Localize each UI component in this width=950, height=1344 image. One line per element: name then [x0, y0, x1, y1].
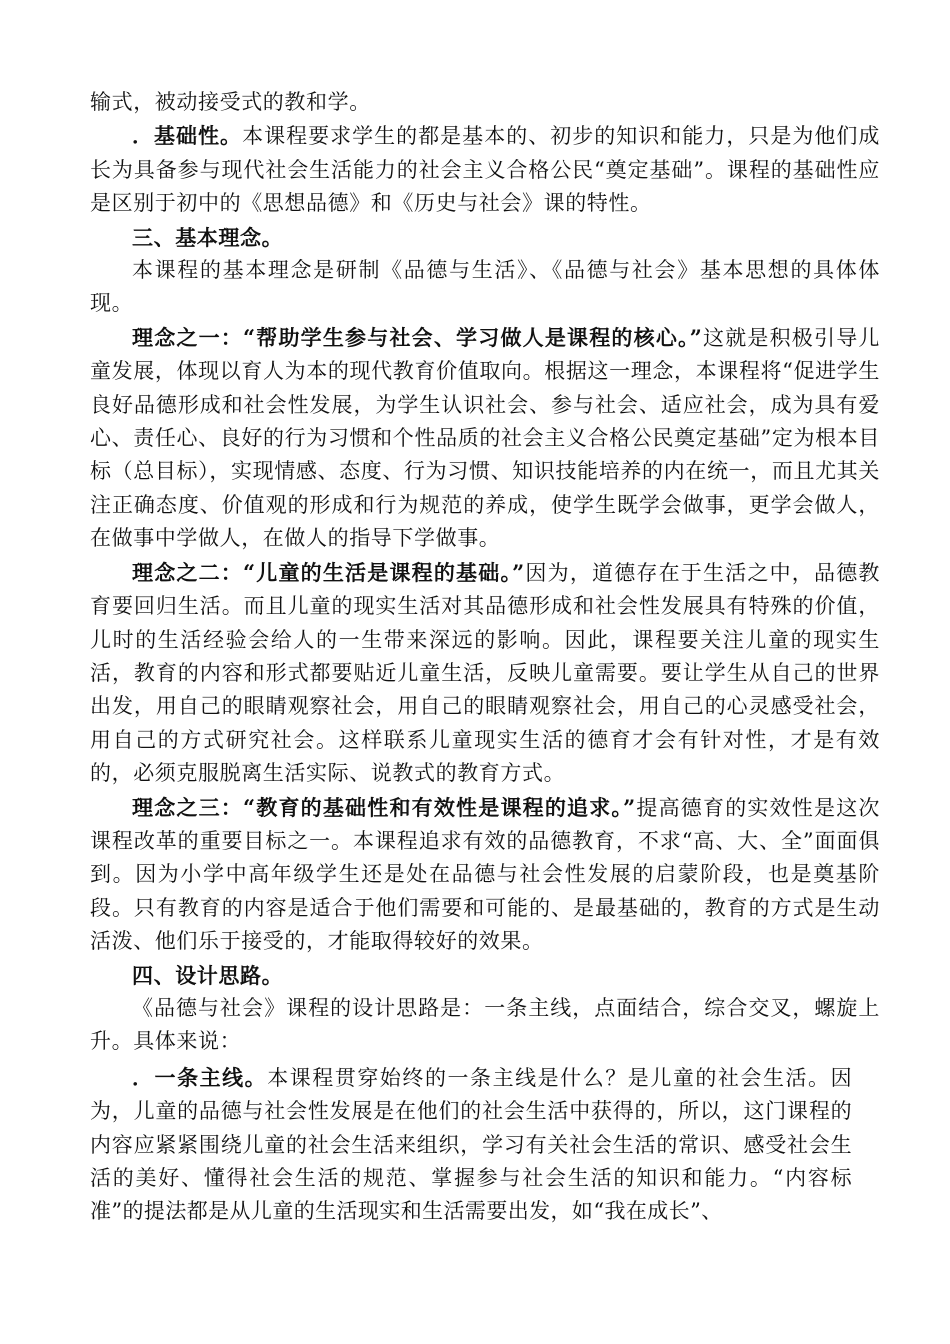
document-page [90, 86, 880, 1229]
concept-two-text: 因为，道德存在于生活之中，品德教育要回归生活。而且儿童的现实生活对其品德形成和社会性发展具有特殊的价值，儿时的生活经验会给人的一生带来深远的影响。因此，课程要关注儿童的现实生活，教育的内容和形式都要贴近儿童生活，反映儿童需要。要让学生从自己的世界出发，用自己的眼睛观察社会，用自己的眼睛观察社会，用自己的心灵感受社会，用自己的方式研究社会。这样联系儿童现实生活的德育才会有针对性，才是有效的，必须克服脱离生活实际、说教式的教育方式。 [90, 560, 880, 786]
basic-nature-text: 本课程要求学生的都是基本的、初步的知识和能力，只是为他们成长为具备参与现代社会生活能力的社会主义合格公民“奠定基础”。课程的基础性应是区别于初中的《思想品德》和《历史与社会》课的特性。 [90, 124, 880, 216]
paragraph-concept-one [90, 321, 880, 556]
paragraph-concepts-intro: 本课程的基本理念是研制《品德与生活》、《品德与社会》基本思想的具体体现。 [90, 258, 880, 316]
concept-one-text: 这就是积极引导儿童发展，体现以育人为本的现代教育价值取向。根据这一理念，本课程将“促进学生良好品德形成和社会性发展，为学生认识社会、参与社会、适应社会，成为具有爱心、责任心、良好的行为习惯和个性品质的社会主义合格公民奠定基础”定为根本目标（总目标），实现情感、态度、行为习惯、知识技能培养的内在统一，而且尤其关注正确态度、价值观的形成和行为规范的养成，使学生既学会做事，更学会做人，在做事中学做人，在做人的指导下学做事。 [90, 325, 880, 551]
section-heading-basic-concepts: 三、基本理念。 [132, 224, 284, 250]
concept-three-heading: 理念之三：“教育的基础性和有效性是课程的追求。” [132, 794, 636, 820]
concept-three-text: 提高德育的实效性是这次课程改革的重要目标之一。本课程追求有效的品德教育，不求“高、大、全”面面俱到。因为小学中高年级学生还是处在品德与社会性发展的启蒙阶段，也是奠基阶段。只有教育的内容是适合于他们需要和可能的、是最基础的，教育的方式是生动活泼、他们乐于接受的，才能取得较好的效果。 [90, 795, 880, 954]
basic-nature-heading: ．基础性。 [132, 123, 243, 149]
paragraph-concept-three [90, 791, 880, 959]
main-line-text: 本课程贯穿始终的一条主线是什么？是儿童的社会生活。因为，儿童的品德与社会性发展是在他们的社会生活中获得的，所以，这门课程的内容应紧紧围绕儿童的社会生活来组织，学习有关社会生活的常识、感受社会生活的美好、懂得社会生活的规范、掌握参与社会生活的知识和能力。“内容标准”的提法都是从儿童的生活现实和生活需要出发，如“我在成长”、 [90, 1065, 852, 1224]
section-heading-design-ideas: 四、设计思路。 [132, 962, 284, 988]
paragraph-continuation: 输式，被动接受式的教和学。 [90, 90, 371, 114]
concept-one-heading: 理念之一：“帮助学生参与社会、学习做人是课程的核心。” [132, 324, 703, 350]
paragraph-main-line [90, 1061, 852, 1229]
main-line-heading: ．一条主线。 [132, 1064, 268, 1090]
concept-two-heading: 理念之二：“儿童的生活是课程的基础。” [132, 559, 525, 585]
paragraph-concept-two [90, 556, 880, 791]
paragraph-design-intro: 《品德与社会》课程的设计思路是：一条主线，点面结合，综合交叉，螺旋上升。具体来说： [90, 995, 880, 1054]
paragraph-basic-nature [90, 119, 880, 220]
